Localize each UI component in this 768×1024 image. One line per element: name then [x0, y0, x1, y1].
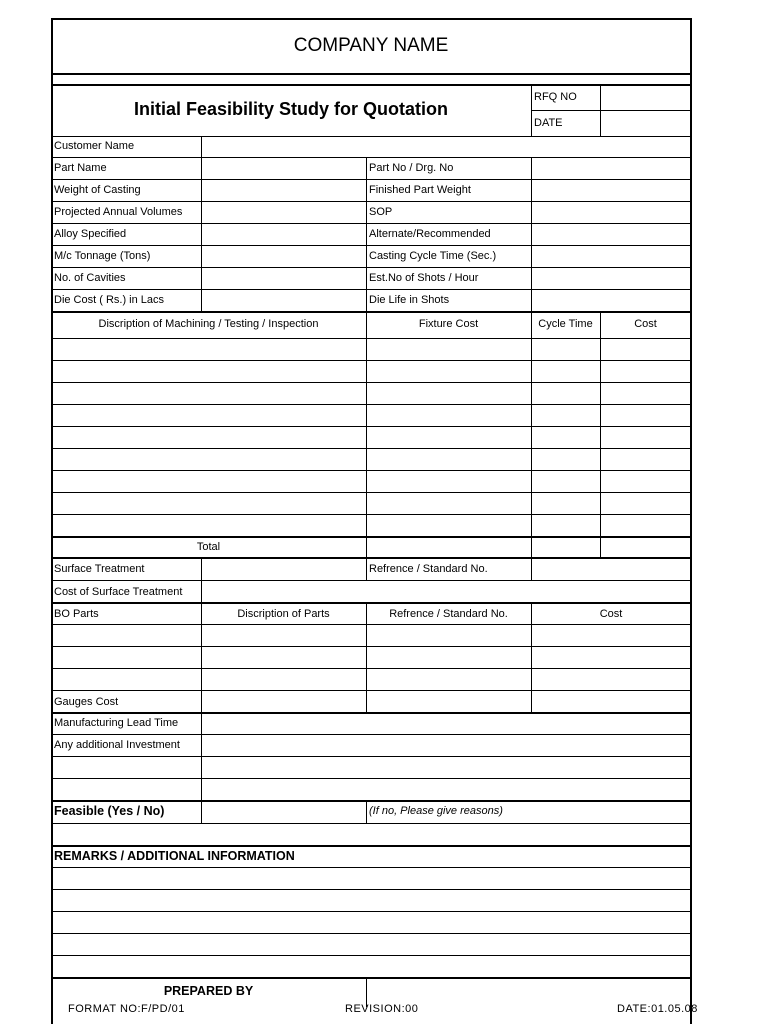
lead-time-label: Manufacturing Lead Time — [54, 717, 179, 729]
cycle-time-label: Casting Cycle Time (Sec.) — [369, 250, 497, 262]
machining-description-header: Discription of Machining / Testing / Inspection — [98, 318, 319, 330]
annual-volumes-label: Projected Annual Volumes — [54, 206, 183, 218]
footer-format-no: FORMAT NO:F/PD/01 — [68, 1003, 185, 1015]
shots-hour-label: Est.No of Shots / Hour — [369, 272, 479, 284]
part-no-field[interactable] — [532, 158, 690, 179]
company-name: COMPANY NAME — [293, 35, 449, 56]
alloy-label: Alloy Specified — [54, 228, 127, 240]
part-name-label: Part Name — [54, 162, 107, 174]
part-no-label: Part No / Drg. No — [369, 162, 454, 174]
date-label: DATE — [534, 117, 563, 129]
date-field[interactable] — [601, 111, 690, 136]
customer-name-field[interactable] — [202, 137, 690, 157]
weight-casting-label: Weight of Casting — [54, 184, 141, 196]
footer-date: DATE:01.05.08 — [617, 1003, 698, 1015]
bo-cost-header: Cost — [599, 608, 623, 620]
fixture-cost-header: Fixture Cost — [418, 318, 479, 330]
die-cost-label: Die Cost ( Rs.) in Lacs — [54, 294, 165, 306]
bo-description-header: Discription of Parts — [237, 608, 330, 620]
cavities-label: No. of Cavities — [54, 272, 126, 284]
bo-parts-label: BO Parts — [54, 608, 99, 620]
die-life-label: Die Life in Shots — [369, 294, 450, 306]
surface-reference-label: Refrence / Standard No. — [369, 563, 488, 575]
customer-name-label: Customer Name — [54, 140, 135, 152]
footer-revision: REVISION:00 — [345, 1003, 419, 1015]
investment-label: Any additional Investment — [54, 739, 180, 751]
finished-weight-label: Finished Part Weight — [369, 184, 471, 196]
rfq-no-field[interactable] — [601, 85, 690, 110]
rfq-no-label: RFQ NO — [534, 91, 577, 103]
cycle-time-header: Cycle Time — [538, 318, 593, 330]
feasible-label: Feasible (Yes / No) — [54, 804, 165, 818]
surface-treatment-label: Surface Treatment — [54, 563, 145, 575]
bo-reference-header: Refrence / Standard No. — [389, 608, 508, 620]
feasible-note: (If no, Please give reasons) — [369, 805, 503, 817]
part-name-field[interactable] — [202, 158, 366, 179]
surface-cost-label: Cost of Surface Treatment — [54, 586, 183, 598]
alternate-label: Alternate/Recommended — [369, 228, 491, 240]
tonnage-label: M/c Tonnage (Tons) — [54, 250, 151, 262]
gauges-cost-label: Gauges Cost — [54, 696, 119, 708]
prepared-by-label: PREPARED BY — [163, 984, 254, 998]
remarks-field[interactable] — [52, 868, 690, 977]
machining-total-label: Total — [196, 541, 221, 553]
remarks-header: REMARKS / ADDITIONAL INFORMATION — [54, 849, 295, 863]
sop-label: SOP — [369, 206, 393, 218]
feasible-field[interactable] — [202, 801, 366, 823]
machining-cost-header: Cost — [634, 318, 657, 330]
form-title: Initial Feasibility Study for Quotation — [133, 99, 448, 119]
